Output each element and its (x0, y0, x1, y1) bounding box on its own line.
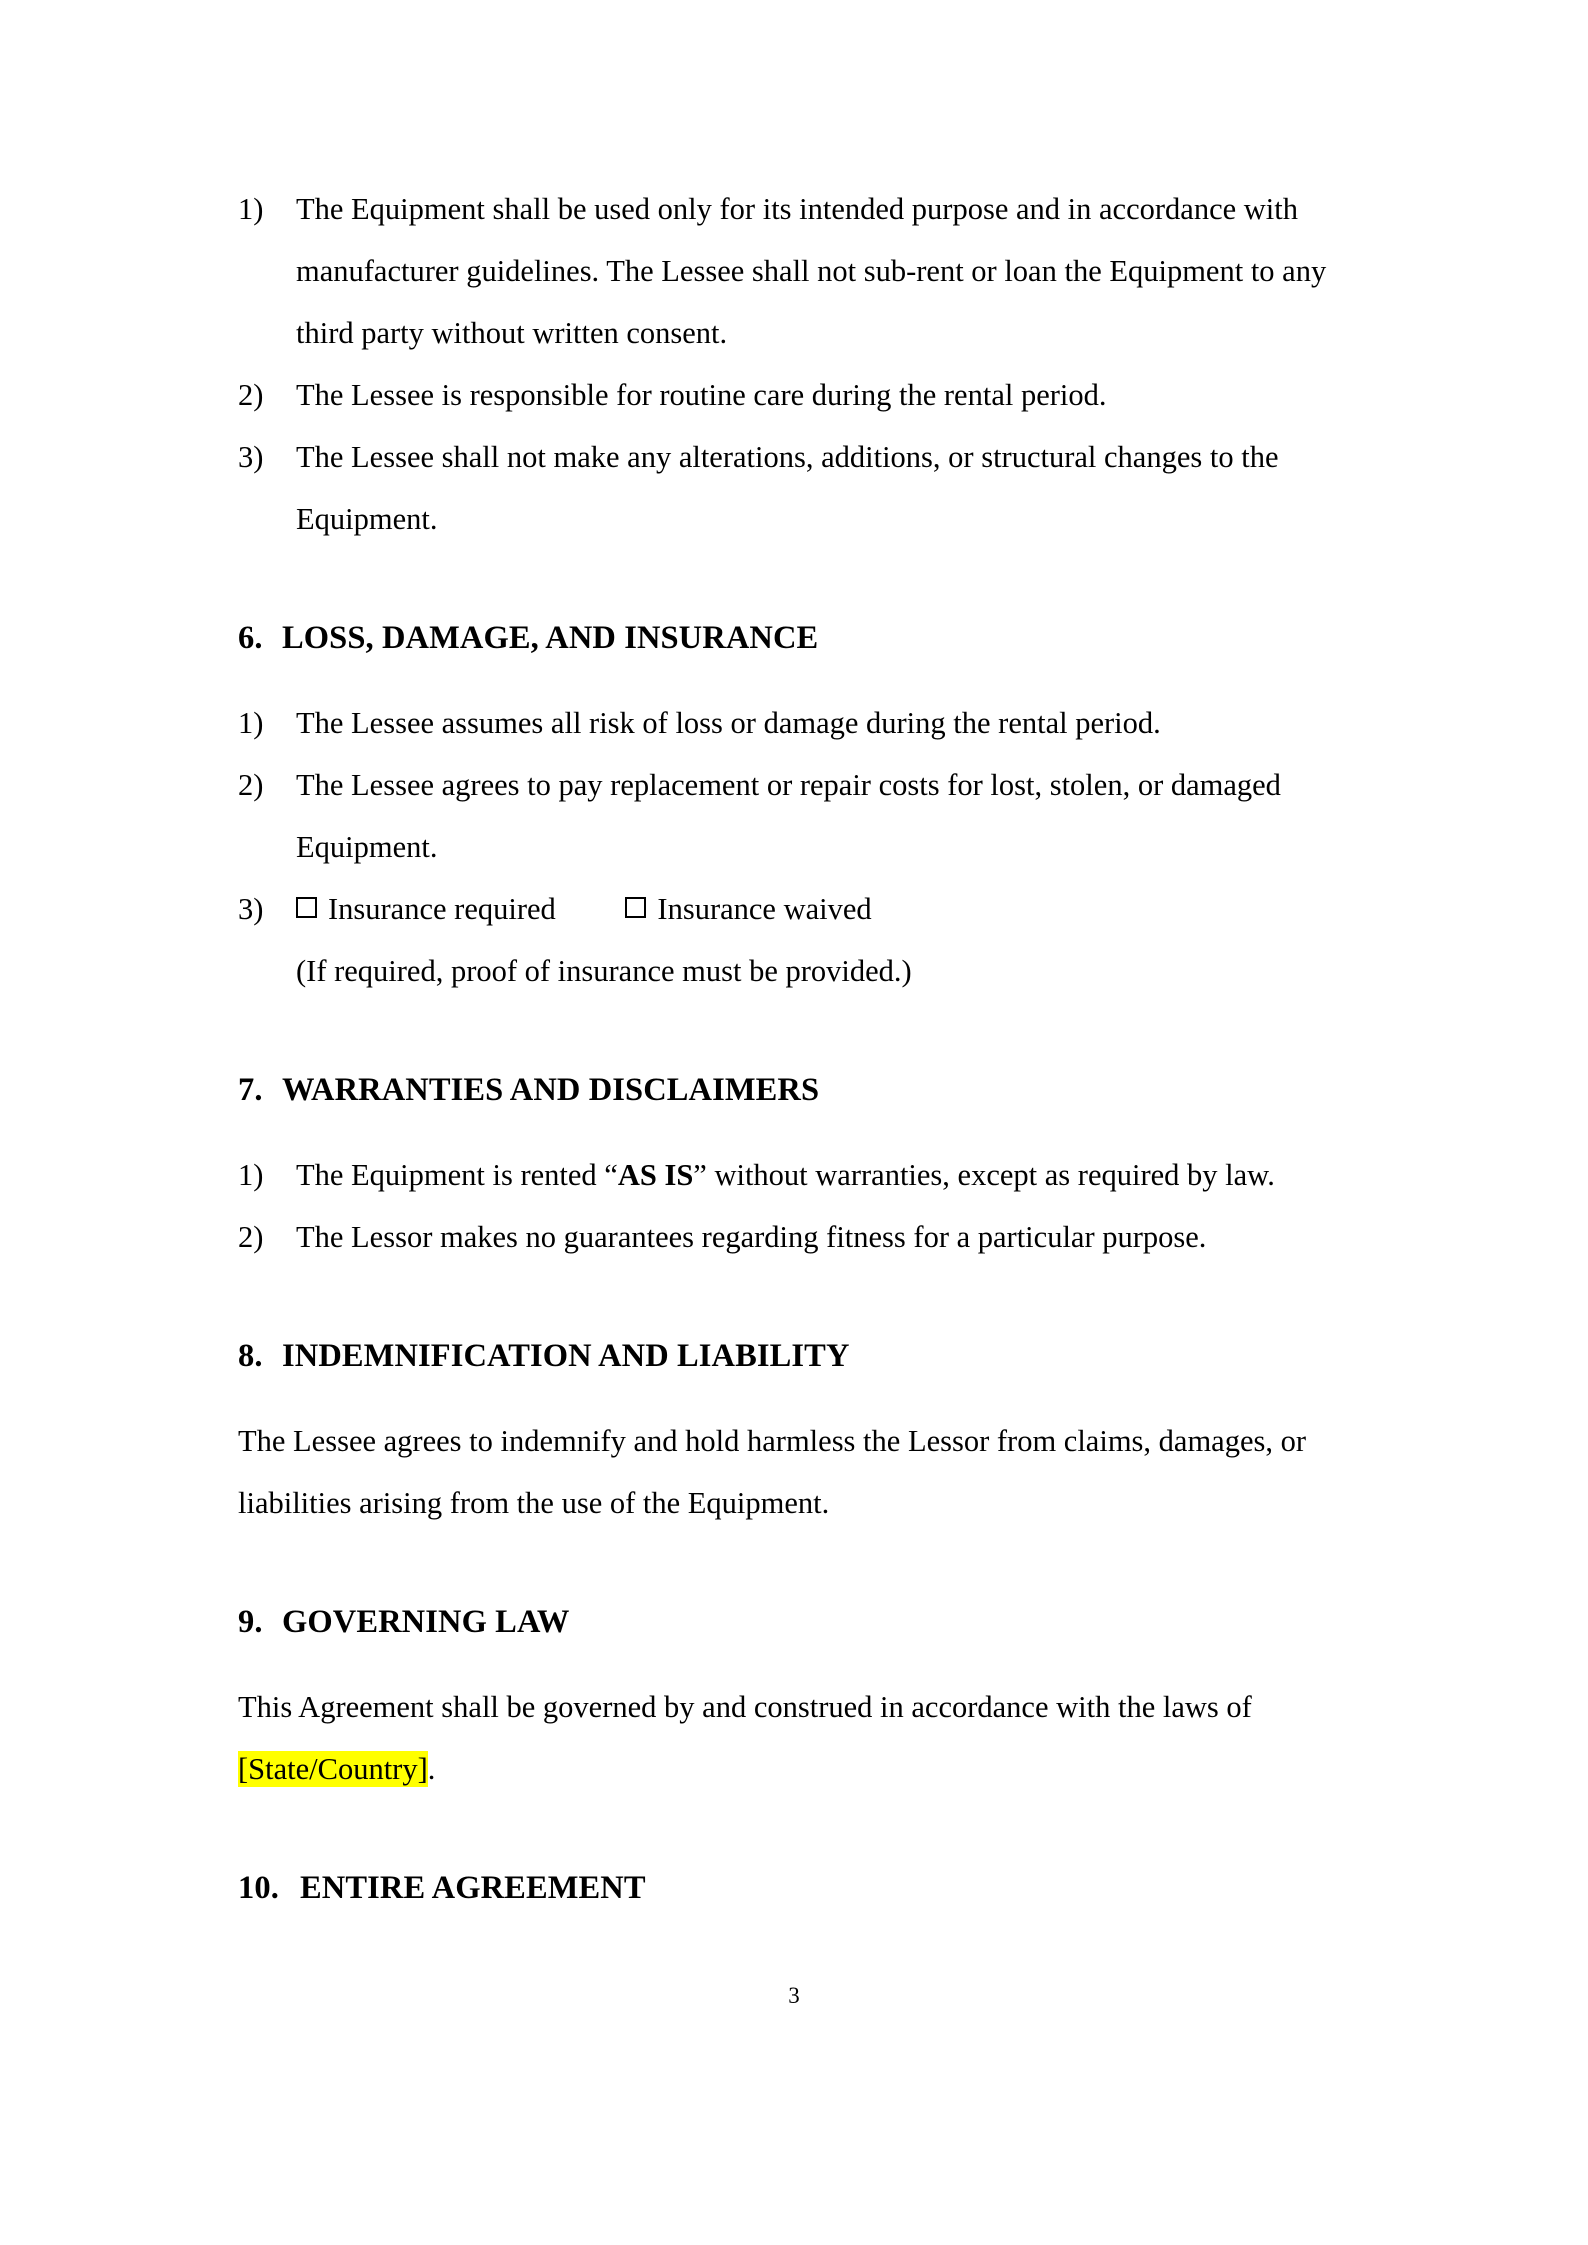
insurance-waived-option[interactable] (625, 878, 871, 940)
page-content (238, 178, 1348, 1914)
governing-law-period: . (427, 1752, 436, 1786)
section-heading-7 (238, 1064, 1348, 1116)
section-number: 9. (238, 1604, 263, 1640)
section-9-paragraph (238, 1676, 1348, 1800)
list-item (238, 1206, 1348, 1268)
list-item (238, 178, 1348, 364)
spacer (238, 664, 1348, 692)
section-title: INDEMNIFICATION AND LIABILITY (282, 1338, 850, 1374)
governing-law-text: This Agreement shall be governed by and construed in accordance with the laws of (238, 1690, 1252, 1724)
insurance-required-option[interactable] (296, 878, 556, 940)
list-item-number: 1) (238, 1158, 264, 1192)
continuation-list (238, 178, 1348, 550)
section-number: 6. (238, 620, 263, 656)
as-is-emphasis: AS IS (617, 1158, 694, 1192)
spacer (238, 1116, 1348, 1144)
section-title: LOSS, DAMAGE, AND INSURANCE (282, 620, 819, 656)
checkbox-icon[interactable] (625, 897, 646, 918)
list-item-text: The Lessee shall not make any alterations, additions, or structural changes to the Equipment. (296, 440, 1279, 536)
as-is-prefix: The Equipment is rented “ (296, 1158, 618, 1192)
checkbox-icon[interactable] (296, 897, 317, 918)
list-item-number: 2) (238, 768, 264, 802)
section-number: 8. (238, 1338, 263, 1374)
checkbox-label: Insurance waived (657, 892, 872, 926)
list-item-number: 1) (238, 706, 264, 740)
section-title: ENTIRE AGREEMENT (300, 1870, 646, 1906)
list-item (238, 1144, 1348, 1206)
spacer (238, 1800, 1348, 1862)
list-item-text: The Equipment shall be used only for its intended purpose and in accordance with manufacturer guidelines. The Lessee shall not sub-rent or loan the Equipment to any third party without written consent. (296, 192, 1327, 350)
checkbox-options (296, 878, 1348, 940)
checkbox-label: Insurance required (328, 892, 556, 926)
list-item-text: The Lessee agrees to pay replacement or repair costs for lost, stolen, or damaged Equipment. (296, 768, 1281, 864)
section-8-paragraph: The Lessee agrees to indemnify and hold harmless the Lessor from claims, damages, or liabilities arising from the use of the Equipment. (238, 1424, 1307, 1520)
list-item-text: The Lessor makes no guarantees regarding fitness for a particular purpose. (296, 1220, 1207, 1254)
spacer (238, 1002, 1348, 1064)
list-item-number: 2) (238, 1220, 264, 1254)
section-number: 7. (238, 1072, 263, 1108)
list-item-number: 2) (238, 378, 264, 412)
list-item-number: 3) (238, 892, 264, 926)
list-item-number: 1) (238, 192, 264, 226)
list-item-text: The Lessee is responsible for routine care during the rental period. (296, 378, 1107, 412)
section-number: 10. (238, 1870, 279, 1906)
list-item-text (296, 1144, 1348, 1206)
list-item (238, 426, 1348, 550)
list-item (238, 692, 1348, 754)
section-title: WARRANTIES AND DISCLAIMERS (282, 1072, 820, 1108)
as-is-suffix: ” without warranties, except as required by law. (693, 1158, 1275, 1192)
section-title: GOVERNING LAW (282, 1604, 570, 1640)
insurance-note: (If required, proof of insurance must be provided.) (296, 954, 912, 988)
section-heading-10 (238, 1862, 1348, 1914)
list-item (238, 364, 1348, 426)
section-heading-9 (238, 1596, 1348, 1648)
section-6-list (238, 692, 1348, 940)
section-7-list (238, 1144, 1348, 1268)
spacer (238, 1648, 1348, 1676)
spacer (238, 550, 1348, 612)
spacer (238, 1534, 1348, 1596)
list-item-number: 3) (238, 440, 264, 474)
section-heading-8 (238, 1330, 1348, 1382)
insurance-checkbox-row (238, 878, 1348, 940)
spacer (238, 1382, 1348, 1410)
state-country-placeholder: [State/Country] (238, 1752, 428, 1786)
spacer (238, 1268, 1348, 1330)
list-item (238, 754, 1348, 878)
list-item-text: The Lessee assumes all risk of loss or damage during the rental period. (296, 706, 1161, 740)
page-number: 3 (788, 1983, 800, 2008)
section-heading-6 (238, 612, 1348, 664)
